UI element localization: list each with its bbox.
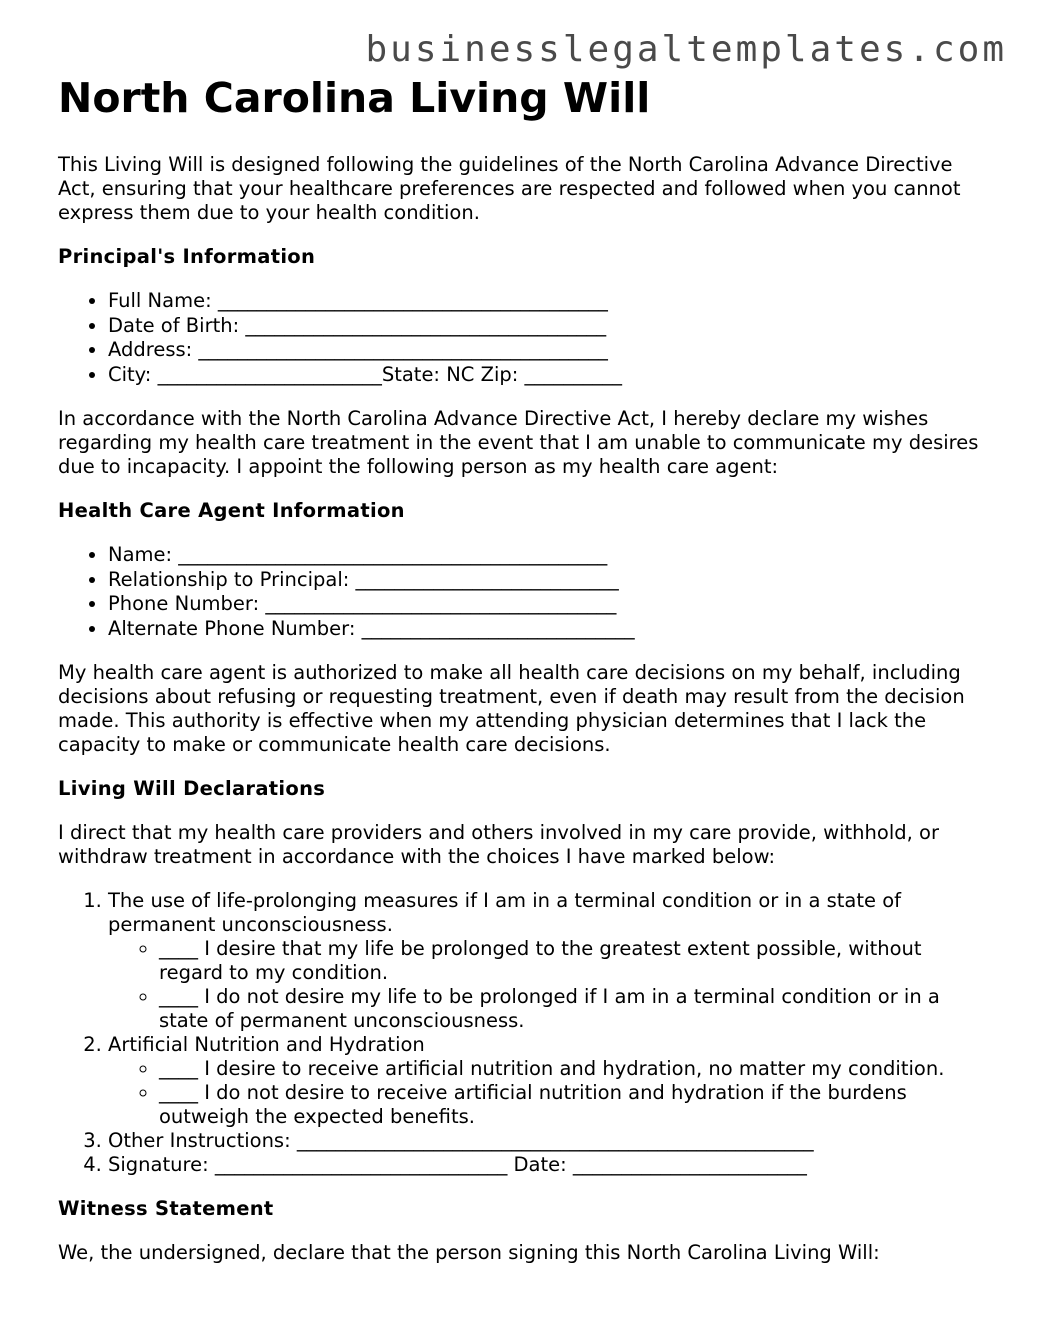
declaration-item-text: Artificial Nutrition and Hydration — [108, 1033, 425, 1057]
agent-name-field[interactable]: • Name: ____________________________________________ — [108, 543, 988, 568]
agent-info-list — [58, 543, 988, 641]
witness-paragraph: We, the undersigned, declare that the person signing this North Carolina Living Will: — [58, 1241, 880, 1265]
intro-paragraph: This Living Will is designed following the guidelines of the North Carolina Advance Directive Act, ensuring that your healthcare preferences are respected and followed when you cannot express them due to your health condition. — [58, 153, 961, 225]
declaration-paragraph: In accordance with the North Carolina Advance Directive Act, I hereby declare my wishes regarding my health care treatment in the event that I am unable to communicate my desires due to incapacity. I appoint the following person as my health care agent: — [58, 407, 979, 479]
living-will-heading: Living Will Declarations — [58, 777, 326, 801]
declaration-item-nutrition — [108, 1033, 988, 1129]
declaration-item-signature[interactable]: 4. Signature: ______________________________ Date: ________________________ — [108, 1153, 988, 1177]
option-prolong-life[interactable]: ◦ ____ I desire that my life be prolonged to the greatest extent possible, without regard to my condition. — [159, 937, 988, 985]
authority-paragraph: My health care agent is authorized to make all health care decisions on my behalf, including decisions about refusing or requesting treatment, even if death may result from the decision made. This authority is effective when my attending physician determines that I lack the capacity to make or communicate health care decisions. — [58, 661, 965, 757]
principal-full-name-field[interactable]: • Full Name: ________________________________________ — [108, 289, 988, 314]
page-title: North Carolina Living Will — [58, 74, 651, 122]
declaration-item-life-prolonging — [108, 889, 988, 1033]
principal-address-field[interactable]: • Address: __________________________________________ — [108, 338, 988, 363]
principal-info-list — [58, 289, 988, 387]
agent-alt-phone-field[interactable]: • Alternate Phone Number: ____________________________ — [108, 617, 988, 642]
option-do-not-prolong-life[interactable]: ◦ ____ I do not desire my life to be prolonged if I am in a terminal condition or in a state of permanent unconsciousness. — [159, 985, 988, 1033]
watermark: businesslegaltemplates.com — [365, 29, 1007, 70]
declaration-item-other-instructions[interactable]: 3. Other Instructions: _____________________________________________________ — [108, 1129, 988, 1153]
agent-relationship-field[interactable]: • Relationship to Principal: ___________________________ — [108, 568, 988, 593]
living-will-intro: I direct that my health care providers and others involved in my care provide, withhold, or withdraw treatment in accordance with the choices I have marked below: — [58, 821, 939, 869]
declarations-list — [58, 889, 988, 1177]
option-decline-nutrition[interactable]: ◦ ____ I do not desire to receive artificial nutrition and hydration if the burdens outweigh the expected benefits. — [159, 1081, 988, 1129]
option-receive-nutrition[interactable]: ◦ ____ I desire to receive artificial nutrition and hydration, no matter my condition. — [159, 1057, 988, 1081]
principal-dob-field[interactable]: • Date of Birth: _____________________________________ — [108, 314, 988, 339]
option-list — [108, 1057, 988, 1129]
principal-heading: Principal's Information — [58, 245, 316, 269]
option-list — [108, 937, 988, 1033]
principal-city-state-zip-field[interactable]: • City: _______________________State: NC Zip: __________ — [108, 363, 988, 388]
agent-phone-field[interactable]: • Phone Number: ____________________________________ — [108, 592, 988, 617]
witness-heading: Witness Statement — [58, 1197, 274, 1221]
agent-heading: Health Care Agent Information — [58, 499, 405, 523]
document-page — [58, 76, 988, 1285]
declaration-item-text: The use of life-prolonging measures if I am in a terminal condition or in a state of permanent unconsciousness. — [108, 889, 902, 937]
